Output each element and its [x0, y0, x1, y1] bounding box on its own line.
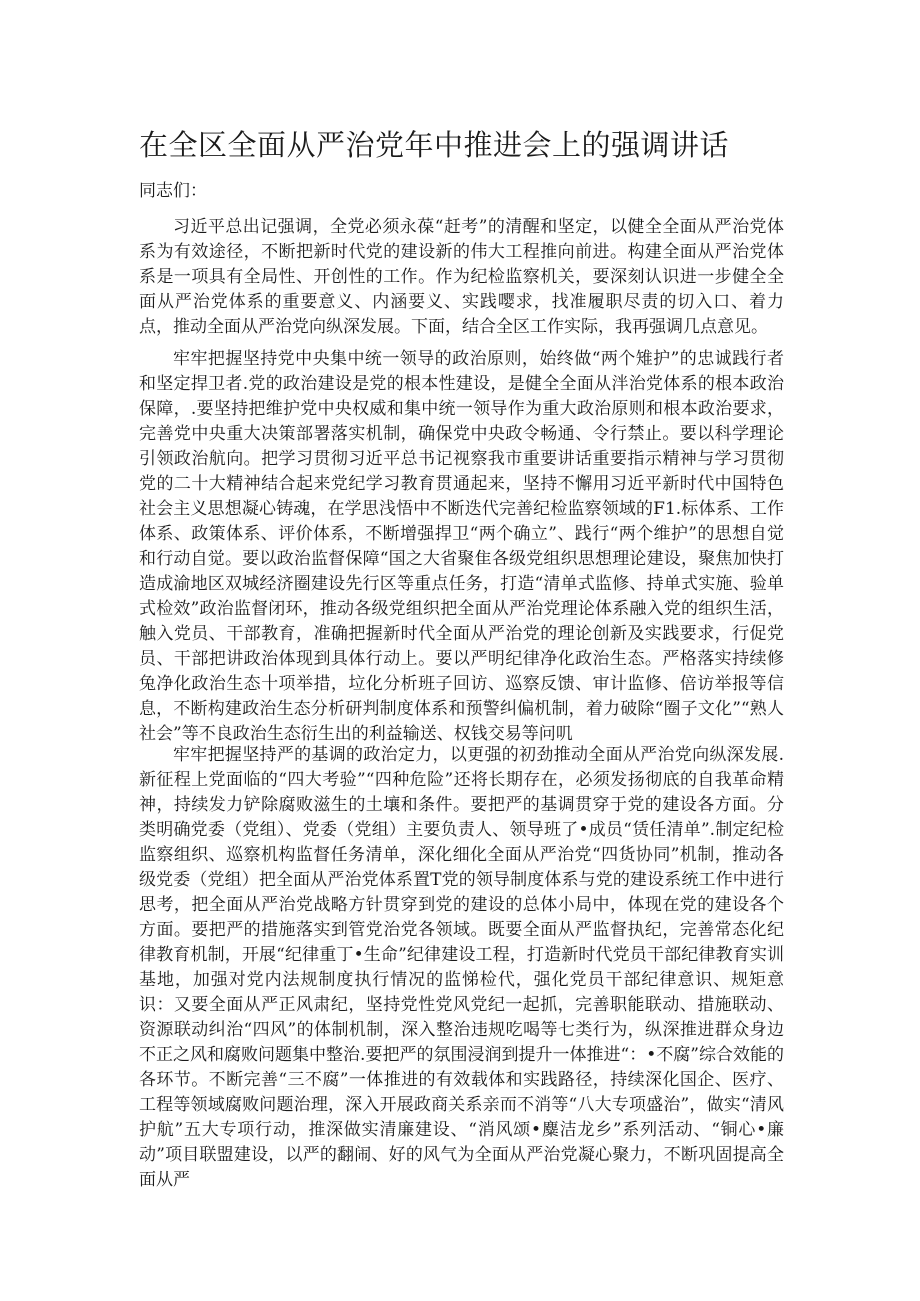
paragraph-intro: 习近平总出记强调，全党必须永葆“赶考”的清醒和坚定，以健全全面从严治党体系为有效途径，不断把新时代党的建设新的伟大工程推向前进。构建全面从严治党体系是一项具有全局性、开创性的工作。作为纪检监察机关，要深刻认识进一步健全全面从严治党体系的重要意义、内涵要义、实践嘤求，找准履职尽责的切入口、着力点，推动全面从严治党向纵深发展。下面，结合全区工作实际，我再强调几点意见。 [139, 217, 784, 337]
paragraph-strict-tone: 牢牢把握坚持严的基调的政治定力，以更强的初劲推动全面从严治党向纵深发展.新征程上党面临的“四大考验”“四种危险”还将长期存在，必须发扬彻底的自我革命精神，持续发力铲除腐败滋生的土壤和条件。要把严的基调贯穿于党的建设各方面。分类明确党委（党组）、党委（党组）主要负责人、领导班了•成员“赁任清单”.制定纪检监察组织、巡察机构监督任务清单，深化细化全面从严治党“四货协同”机制，推动各级党委（党组）把全面从严治党体系置T党的领导制度体系与党的建设系统工作中进行思考，把全面从严治党战略方针贯穿到党的建设的总体小局中，体现在党的建设各个方面。要把严的措施落实到管党治党各领域。既要全面从严监督执纪，完善常态化纪律教育机制，开展“纪律重丁•生命”纪律建设工程，打造新时代党员干部纪律教育实训基地，加强对党内法规制度执行情况的监悌检代，强化党员干部纪律意识、规矩意识：又要全面从严正风肃纪，坚持党性党风党纪一起抓，完善职能联动、措施联动、资源联动纠治“四风”的体制机制，深入整治违规吃喝等七类行为，纵深推进群众身边不正之风和腐败问题集中整治.要把严的氛围浸润到提升一体推进“：•不腐”综合效能的各环节。不断完善“三不腐”一体推进的有效载体和实践路径，持续深化国企、医疗、工程等领域腐败问题治理，深入开展政商关系亲而不消等“八大专项盛治”，做实“清风护航”五大专项行动，推深做实清廉建设、“消风颂•麋洁龙乡”系列活动、“铜心•廉动”项目联盟建设，以严的翻闹、好的风气为全面从严治党凝心聚力，不断巩固提高全面从严 [139, 745, 784, 1190]
salutation: 同志们： [139, 181, 207, 201]
paragraph-political-principle: 牢牢把握坚持党中央集中统一领导的政治原则，始终做“两个雉护”的忠诚践行者和坚定捍卫者.党的政治建设是党的根本性建设，是健全全面从泮治党体系的根本政治保障，.要坚持把维护党中央权威和集中统一领导作为重大政治原则和根本政治要求，完善党中央重大决策部署落实机制，确保党中央政令畅通、令行禁止。要以科学理论引领政治航向。把学习贯彻习近平总书记视察我市重要讲话重要指示精神与学习贯彻党的二十大精神结合起来党纪学习教育贯通起来，坚持不懈用习近平新时代中国特色社会主义思想凝心铸魂，在学思浅悟中不断迭代完善纪检监察领域的F1.标体系、工作体系、政策体系、评价体系，不断增强捍卫“两个确立”、践行“两个维护”的思想自觉和行动自觉。要以政治监督保障“国之大省聚隹各级党组织思想理论建设，聚焦加快打造成渝地区双城经济圈建设先行区等重点任务，打造“清单式监修、持单式实施、验单式检效”政治监督闭环，推动各级党组织把全面从严治党理论体系融入党的组织生活，触入党员、干部教育，准确把握新时代全面从严治党的理论创新及实践要求，行促党员、干部把讲政治体现到具体行动上。要以严明纪律净化政治生态。严格落实持续修兔净化政治生态十项举措，垃化分析班子回访、巡察反馈、审计监修、倍访举报等信息，不断构建政治生态分析研判制度体系和预警纠偏机制，着力破除“圈子文化”“熟人社会”等不良政治生态衍生出的利益输送、权钱交易等问叽 [139, 349, 784, 744]
document-title: 在全区全面从严治党年中推进会上的强调讲话 [139, 128, 730, 162]
